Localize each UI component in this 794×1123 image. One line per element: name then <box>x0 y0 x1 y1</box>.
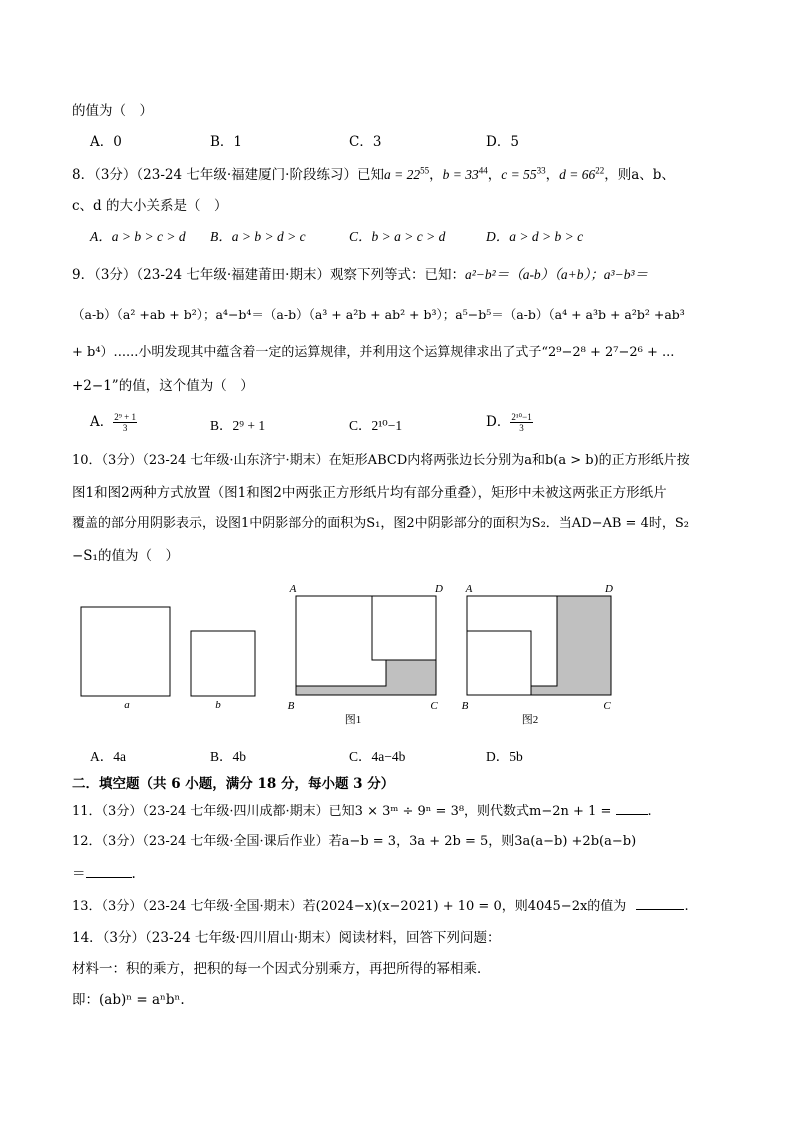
q14-material-1: 材料一：积的乘方，把积的每一个因式分别乘方，再把所得的幂相乘． <box>72 961 491 977</box>
q10-option-c: C．4a−4b <box>349 749 406 764</box>
q9-option-a-numerator: 2⁹ + 1 <box>114 412 136 422</box>
q11-stem <box>72 802 652 822</box>
q9-option-a-fraction <box>113 412 137 433</box>
q8-stem: 8．（3分）（23-24 七年级·福建厦门·阶段练习）已知$a = 22^{55}$，$b = 33^{44}$，$c = 55^{33}$，$d = 66^{22}$，则a、b、 <box>72 165 675 183</box>
q14-stem: 14．（3分）（23-24 七年级·四川眉山·期末）阅读材料，回答下列问题： <box>72 930 501 946</box>
q9-prefix: 9．（3分）（23-24 七年级·福建莆田·期末）观察下列等式：已知： <box>72 267 465 283</box>
q14-material-1-formula: 即：(ab)ⁿ = aⁿbⁿ. <box>72 992 185 1008</box>
q8-cond-d: d = 66 <box>559 167 596 182</box>
fig2-label-d: D <box>605 583 613 595</box>
q8-cond-a: a = 22 <box>383 167 421 182</box>
q7-option-a: A．0 <box>90 134 122 150</box>
fig1-caption: 图1 <box>344 714 362 726</box>
q9-stem-line1 <box>72 265 648 285</box>
fig2-square-b <box>467 631 531 695</box>
q9-option-d <box>486 412 533 433</box>
section-2-title: 二．填空题（共 6 小题，满分 18 分，每小题 3 分） <box>72 776 395 792</box>
q7-option-c: C．3 <box>349 134 382 150</box>
q9-option-d-numerator: 2¹⁰−1 <box>511 412 532 422</box>
q7-stem-tail: 的值为（ ） <box>72 103 153 119</box>
q10-option-d: D．5b <box>486 749 523 764</box>
fig1-label-a: A <box>289 583 297 595</box>
q9-option-a-label: A． <box>90 414 114 430</box>
fig1-square-b <box>372 596 436 660</box>
q9-option-c: C．2¹⁰−1 <box>349 418 403 433</box>
q13-stem <box>72 897 689 917</box>
q11-answer-blank[interactable] <box>616 802 648 815</box>
q8-prefix: 8．（3分）（23-24 七年级·福建厦门·阶段练习）已知 <box>72 167 384 183</box>
q8-option-b: B．a > b > d > c <box>210 229 306 244</box>
q10-stem-line1: 10．（3分）（23-24 七年级·山东济宁·期末）在矩形ABCD内将两张边长分别为a和b(a > b)的正方形纸片按 <box>72 453 690 468</box>
q9-option-b: B．2⁹ + 1 <box>210 418 266 433</box>
q8-exp-a: 55 <box>420 165 430 176</box>
q9-stem-line2: （a-b）（a² +ab + b²）；a⁴−b⁴＝（a-b）（a³ + a²b + ab² + b³）；a⁵−b⁵＝（a-b）（a⁴ + a³b + a²b² +ab³ <box>72 307 685 322</box>
square-a-label: a <box>124 699 130 711</box>
q12-equals: ＝ <box>72 866 86 882</box>
q10-stem-line2: 图1和图2两种方式放置（图1和图2中两张正方形纸片均有部分重叠），矩形中未被这两张正方形纸片 <box>72 485 667 501</box>
q9-option-d-label: D． <box>486 414 511 430</box>
q9-stem-line4: +2−1”的值，这个值为（ ） <box>72 378 254 394</box>
square-b <box>191 631 255 696</box>
q8-exp-d: 22 <box>595 165 605 176</box>
fig2-label-b: B <box>461 700 469 712</box>
q10-figures <box>0 575 794 735</box>
q8-stem-line2: c、d 的大小关系是（ ） <box>72 198 228 214</box>
q8-cond-b: b = 33 <box>442 167 479 182</box>
q10-option-b: B．4b <box>210 749 247 764</box>
q9-option-d-denominator: 3 <box>519 423 524 433</box>
fig1-label-c: C <box>430 700 438 712</box>
square-b-label: b <box>215 699 221 711</box>
q10-stem-line3: 覆盖的部分用阴影表示，设图1中阴影部分的面积为S₁，图2中阴影部分的面积为S₂．当AD−AB = 4时，S₂ <box>72 516 689 531</box>
q8-option-d: D．a > d > b > c <box>486 229 584 244</box>
q8-exp-c: 33 <box>536 165 546 176</box>
fig1-label-b: B <box>287 700 295 712</box>
q10-option-a: A．4a <box>90 749 126 764</box>
fig2-caption: 图2 <box>521 714 539 726</box>
fig2-label-c: C <box>603 700 611 712</box>
q8-exp-b: 44 <box>478 165 488 176</box>
q10-stem-line4: −S₁的值为（ ） <box>72 548 179 564</box>
fig2-label-a: A <box>465 583 473 595</box>
q9-option-a-denominator: 3 <box>122 423 128 433</box>
figure-1 <box>288 583 443 726</box>
fig1-label-d: D <box>435 583 443 595</box>
q12-stem-line2 <box>72 864 136 884</box>
q9-option-a <box>90 412 137 433</box>
figure-2 <box>462 583 613 726</box>
q13-answer-blank[interactable] <box>636 897 684 910</box>
q8-option-a: A．a > b > c > d <box>90 229 186 244</box>
q11-text: 11．（3分）（23-24 七年级·四川成都·期末）已知3 × 3ᵐ ÷ 9ⁿ = 3⁸，则代数式m−2n + 1 = <box>72 804 612 819</box>
q8-cond-c: c = 55 <box>501 167 537 182</box>
q11-end: . <box>647 804 652 819</box>
q13-end: . <box>684 899 689 914</box>
q12-end: . <box>131 866 136 882</box>
q13-text: 13．（3分）（23-24 七年级·全国·期末）若(2024−x)(x−2021) + 10 = 0，则4045−2x的值为 <box>72 899 627 914</box>
q12-stem: 12．（3分）（23-24 七年级·全国·课后作业）若a−b = 3，3a + 2b = 5，则3a(a−b) +2b(a−b) <box>72 834 637 849</box>
q7-option-b: B．1 <box>210 134 243 150</box>
q8-tail: ，则a、b、 <box>604 167 675 183</box>
q9-formula-1: a²−b²＝（a-b）（a+b）；a³−b³＝ <box>464 267 648 282</box>
q7-option-d: D．5 <box>486 134 519 150</box>
q12-answer-blank[interactable] <box>86 865 132 878</box>
square-a <box>81 607 170 696</box>
q9-option-d-fraction <box>510 412 532 433</box>
q8-option-c: C．b > a > c > d <box>349 229 446 244</box>
q9-stem-line3: + b⁴）......小明发现其中蕴含着一定的运算规律，并利用这个运算规律求出了式子“2⁹−2⁸ + 2⁷−2⁶ + ... <box>72 345 675 360</box>
